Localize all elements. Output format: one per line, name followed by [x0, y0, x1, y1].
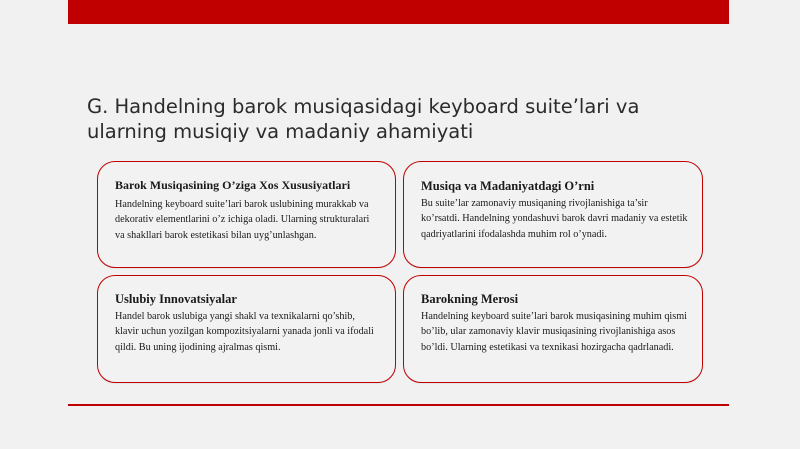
card-baroque-legacy — [403, 275, 703, 383]
card-body: Handel barok uslubiga yangi shakl va texnikalarni qo’shib, klavir uchun yozilgan kompozitsiyalarni yanada jonli va ifodali qildi. Bu uning ijodining ajralmas qismi. — [115, 311, 374, 353]
card-music-culture-role — [403, 161, 703, 268]
top-accent-bar — [68, 0, 729, 24]
card-body: Bu suite’lar zamonaviy musiqaning rivojlanishiga ta’sir ko’rsatdi. Handelning yondashuvi barok davri madaniy va estetik qadriyatlarini ifodalashda muhim rol o’ynadi. — [421, 198, 688, 240]
card-stylistic-innovations — [97, 275, 396, 383]
card-heading: Musiqa va Madaniyatdagi O’rni — [421, 179, 595, 193]
card-heading: Barokning Merosi — [421, 292, 519, 306]
bottom-divider — [68, 404, 729, 406]
card-baroque-features — [97, 161, 396, 268]
card-heading: Barok Musiqasining O’ziga Xos Xususiyatlari — [115, 178, 351, 192]
card-body: Handelning keyboard suite’lari barok uslubining murakkab va dekorativ elementlarini o’z ichiga oladi. Ularning strukturalari va shakllari barok estetikasi bilan uyg’unlashgan. — [115, 199, 370, 241]
card-body: Handelning keyboard suite’lari barok musiqasining muhim qismi bo’lib, ular zamonaviy klavir musiqasining rivojlanishiga asos bo’ldi. Ularning estetikasi va texnikasi hozirgacha qadrlanadi. — [421, 311, 687, 353]
card-heading: Uslubiy Innovatsiyalar — [115, 292, 237, 306]
slide-title: G. Handelning barok musiqasidagi keyboard suite’lari va ularning musiqiy va madaniy ahamiyati — [87, 95, 640, 143]
